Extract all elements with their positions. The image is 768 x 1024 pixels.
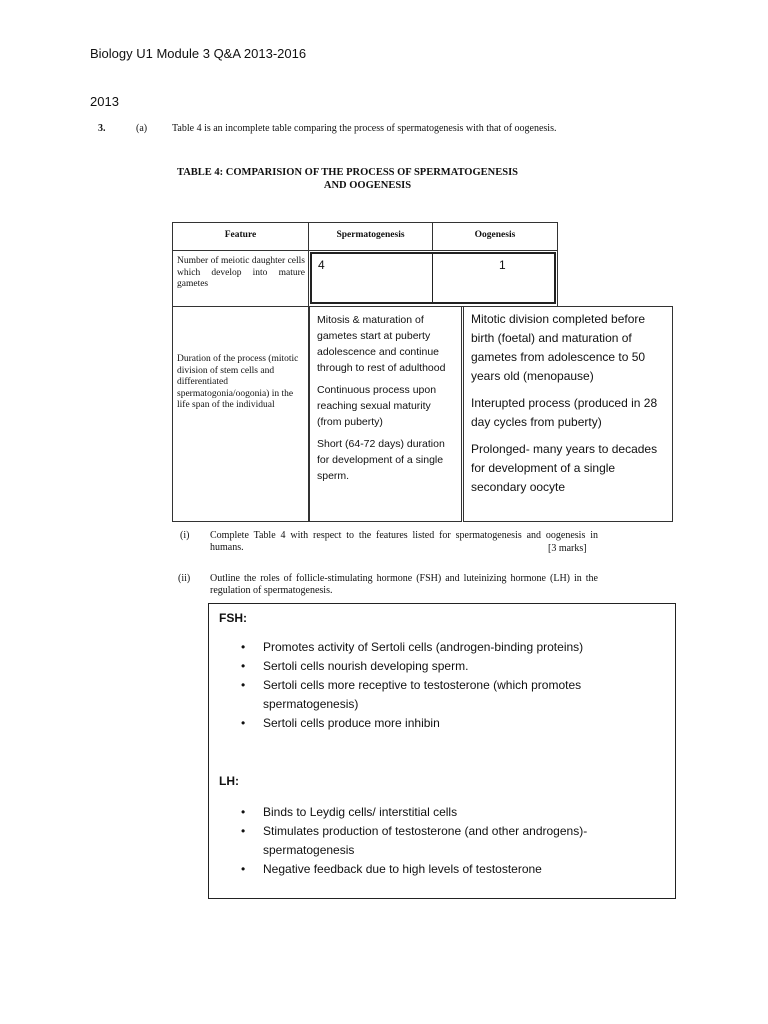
- sub-question-ii-text: Outline the roles of follicle-stimulating hormone (FSH) and luteinizing hormone (LH) in the regulation of spermatogenesis.: [210, 573, 598, 596]
- question-number: 3.: [98, 123, 106, 134]
- list-item: • Sertoli cells nourish developing sperm.: [241, 659, 469, 673]
- oo-answer-2: Interupted process (produced in 28 day cycles from puberty): [471, 396, 658, 429]
- sub-question-i-number: (i): [180, 530, 190, 541]
- header-feature: Feature: [224, 230, 257, 240]
- list-item: • Binds to Leydig cells/ interstitial cells: [241, 805, 458, 819]
- row1-sperm-cell: [310, 252, 556, 304]
- sperm-answer-1: Mitosis & maturation of gametes start at puberty adolescence and continue through to rest of adulthood: [317, 314, 446, 374]
- sub-question-i-marks: [3 marks]: [548, 543, 587, 554]
- oo-answer-3: Prolonged- many years to decades for development of a single secondary oocyte: [471, 442, 658, 494]
- list-item: • Stimulates production of testosterone (and other androgens)- spermatogenesis: [241, 824, 588, 857]
- question-part: (a): [136, 123, 148, 134]
- table-title: [160, 166, 535, 192]
- table-title-line1: TABLE 4: COMPARISION OF THE PROCESS OF SPERMATOGENESIS: [176, 167, 518, 178]
- sperm-answer-2: Continuous process upon reaching sexual maturity (from puberty): [317, 384, 437, 428]
- lh-list: [209, 803, 629, 879]
- question-text: Table 4 is an incomplete table comparing the process of spermatogenesis with that of oogenesis.: [172, 123, 557, 134]
- document-header: Biology U1 Module 3 Q&A 2013-2016: [90, 46, 307, 61]
- lh-heading: LH:: [219, 774, 239, 788]
- fsh-list: [209, 638, 629, 733]
- sperm-answer-3: Short (64-72 days) duration for development of a single sperm.: [317, 438, 445, 482]
- row1-divider: [432, 252, 433, 304]
- oo-answer-1: Mitotic division completed before birth (foetal) and maturation of gametes from adolescence to 50 years old (menopause): [471, 312, 646, 383]
- row2-feature-cell: [172, 306, 309, 522]
- table-title-line2: AND OOGENESIS: [323, 180, 412, 191]
- row2-oo-answer: [471, 310, 669, 505]
- sub-question-i-text: Complete Table 4 with respect to the features listed for spermatogenesis and oogenesis in humans.: [210, 530, 598, 553]
- header-spermatogenesis: Spermatogenesis: [336, 230, 405, 240]
- list-item: • Promotes activity of Sertoli cells (androgen-binding proteins): [241, 640, 584, 654]
- fsh-heading: FSH:: [219, 611, 247, 625]
- row1-sperm-value: 4: [318, 258, 325, 272]
- sub-question-ii-number: (ii): [178, 573, 191, 584]
- year-heading: 2013: [90, 94, 119, 109]
- row2-feature: Duration of the process (mitotic division of stem cells and differentiated spermatogonia/oogonia) in the life span of the individual: [177, 354, 299, 410]
- list-item: • Sertoli cells more receptive to testosterone (which promotes spermatogenesis): [241, 678, 582, 711]
- list-item: • Sertoli cells produce more inhibin: [241, 716, 440, 730]
- header-oogenesis: Oogenesis: [474, 230, 516, 240]
- hormone-answer-box: [208, 603, 676, 899]
- list-item: • Negative feedback due to high levels of testosterone: [241, 862, 542, 876]
- row1-feature: Number of meiotic daughter cells which develop into mature gametes: [177, 256, 305, 289]
- row1-oo-value: 1: [499, 258, 506, 272]
- row2-sperm-answer: [317, 312, 457, 490]
